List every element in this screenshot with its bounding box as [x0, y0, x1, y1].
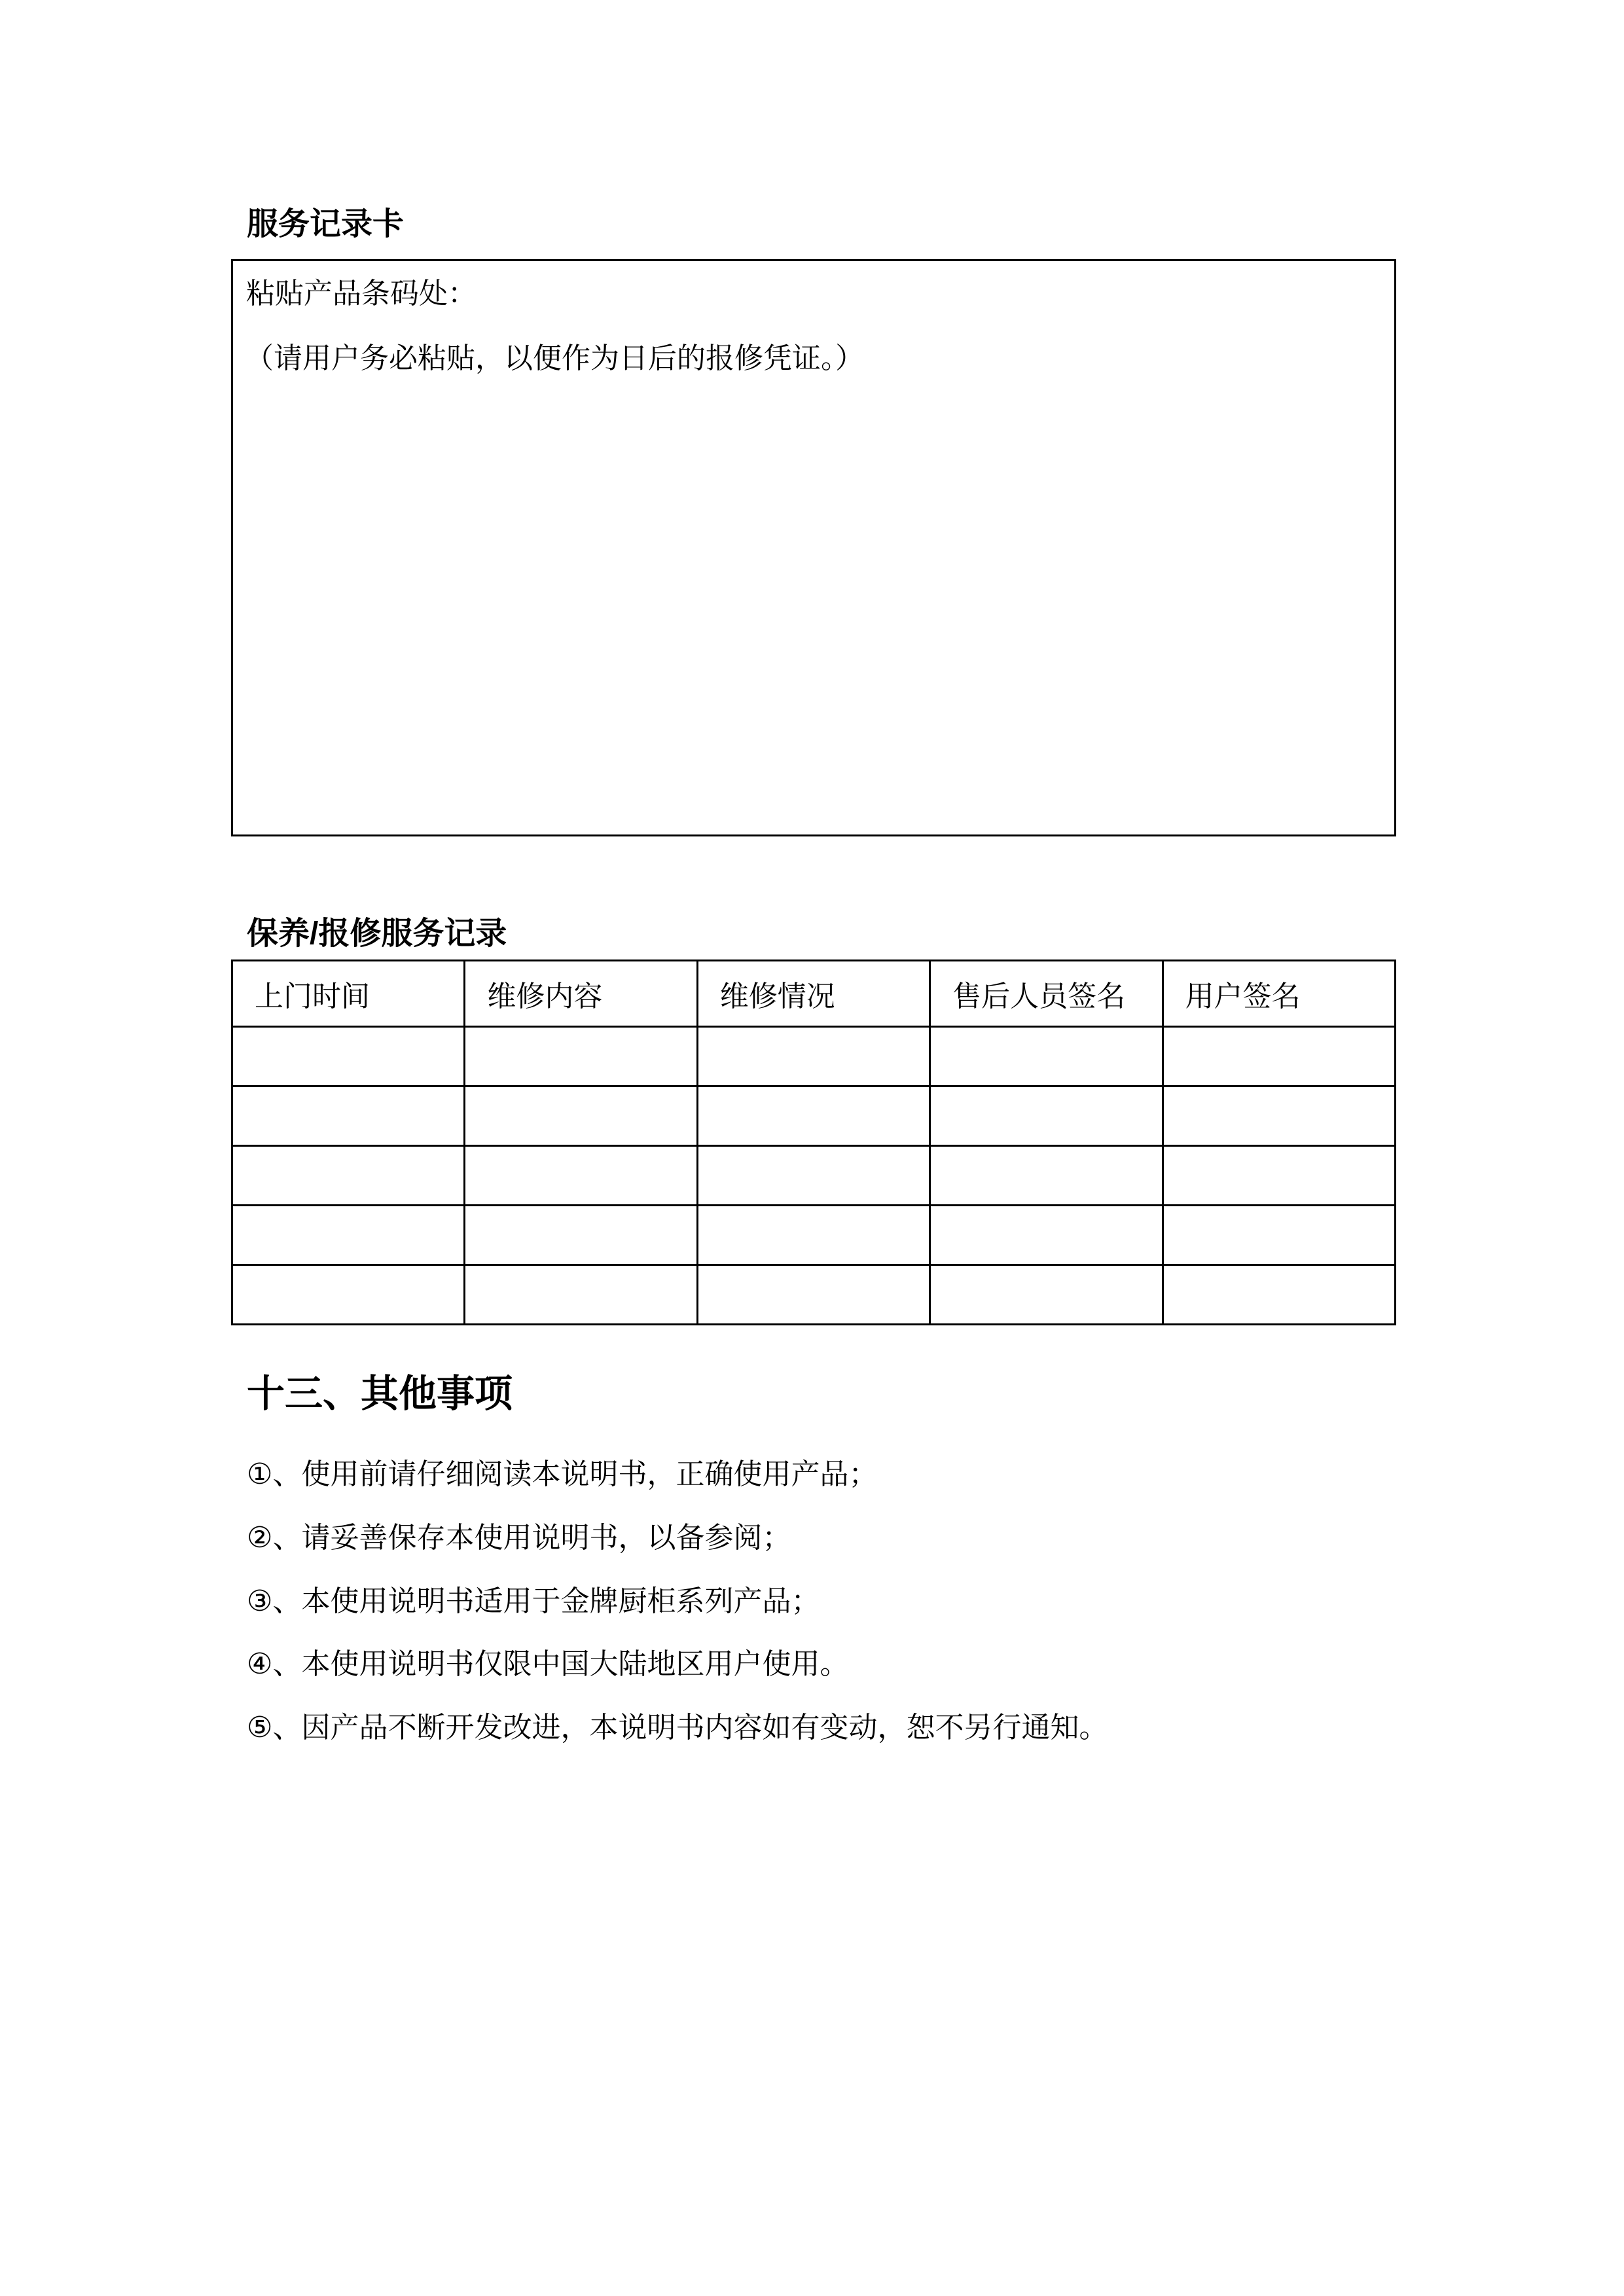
table-cell — [930, 1206, 1163, 1265]
header-cell-visit-time: 上门时间 — [232, 961, 465, 1027]
table-row — [232, 1027, 1396, 1086]
table-header-row — [232, 961, 1396, 1027]
table-cell — [930, 1146, 1163, 1206]
header-cell-staff-signature: 售后人员签名 — [930, 961, 1163, 1027]
table-cell — [697, 1086, 929, 1146]
table-cell — [697, 1027, 929, 1086]
other-matters-heading: 十三、其他事项 — [247, 1372, 513, 1415]
table-cell — [232, 1027, 465, 1086]
table-cell — [1163, 1086, 1395, 1146]
list-item: ⑤、因产品不断开发改进，本说明书内容如有变动，恕不另行通知。 — [247, 1712, 1108, 1744]
table-cell — [232, 1086, 465, 1146]
table-cell — [232, 1265, 465, 1325]
table-cell — [1163, 1027, 1395, 1086]
table-row — [232, 1086, 1396, 1146]
table-cell — [1163, 1206, 1395, 1265]
table-row — [232, 1265, 1396, 1325]
table-cell — [465, 1146, 697, 1206]
table-row — [232, 1206, 1396, 1265]
header-cell-user-signature: 用户签名 — [1163, 961, 1395, 1027]
table-cell — [232, 1146, 465, 1206]
service-record-table — [231, 960, 1396, 1325]
table-cell — [697, 1146, 929, 1206]
table-cell — [465, 1086, 697, 1146]
table-cell — [697, 1206, 929, 1265]
header-cell-repair-content: 维修内容 — [465, 961, 697, 1027]
barcode-sticker-box — [231, 259, 1396, 836]
list-item: ②、请妥善保存本使用说明书，以备参阅； — [247, 1521, 791, 1554]
table-cell — [1163, 1265, 1395, 1325]
table-cell — [930, 1027, 1163, 1086]
list-item: ①、使用前请仔细阅读本说明书，正确使用产品； — [247, 1458, 878, 1490]
table-cell — [465, 1027, 697, 1086]
barcode-box-note: （请用户务必粘贴，以便作为日后的报修凭证。） — [245, 342, 864, 374]
table-cell — [697, 1265, 929, 1325]
table-cell — [930, 1265, 1163, 1325]
maintenance-record-heading: 保养/报修服务记录 — [247, 916, 507, 951]
barcode-box-label: 粘贴产品条码处： — [246, 278, 477, 310]
list-item: ④、本使用说明书仅限中国大陆地区用户使用。 — [247, 1648, 849, 1681]
other-matters-list — [247, 1458, 1412, 1774]
list-item: ③、本使用说明书适用于金牌厨柜系列产品； — [247, 1585, 820, 1617]
table-cell — [465, 1206, 697, 1265]
table-cell — [1163, 1146, 1395, 1206]
table-cell — [232, 1206, 465, 1265]
header-cell-repair-status: 维修情况 — [697, 961, 929, 1027]
table-cell — [465, 1265, 697, 1325]
table-row — [232, 1146, 1396, 1206]
service-card-heading: 服务记录卡 — [247, 207, 405, 242]
table-cell — [930, 1086, 1163, 1146]
